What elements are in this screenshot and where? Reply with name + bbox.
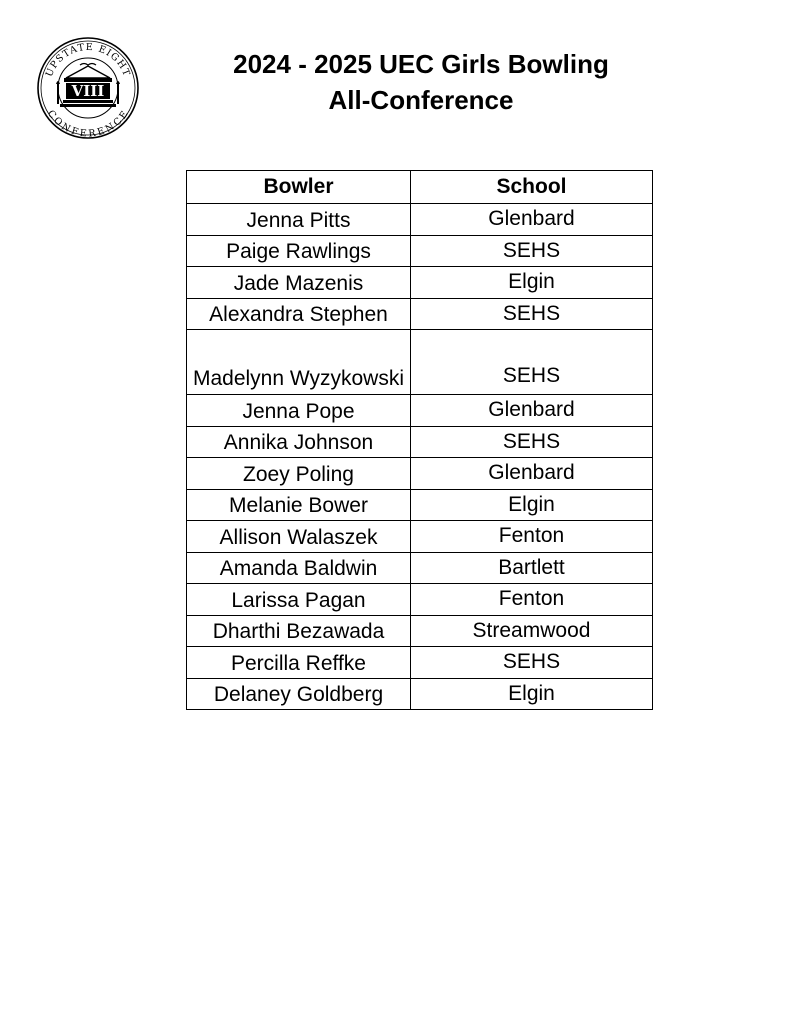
svg-text:VIII: VIII [71, 82, 105, 100]
svg-text:UPSTATE EIGHT: UPSTATE EIGHT [43, 41, 133, 79]
school-name: SEHS [411, 298, 653, 330]
school-name: Streamwood [411, 615, 653, 647]
table-row [187, 458, 653, 490]
school-name: Bartlett [411, 552, 653, 584]
bowler-name: Madelynn Wyzykowski [187, 330, 411, 395]
school-name: Elgin [411, 267, 653, 299]
bowler-name: Allison Walaszek [187, 521, 411, 553]
page-subtitle: All-Conference [328, 85, 514, 115]
table-row [187, 552, 653, 584]
bowler-name: Annika Johnson [187, 426, 411, 458]
column-header-bowler: Bowler [187, 171, 411, 204]
table-row [187, 395, 653, 427]
table-row [187, 426, 653, 458]
table-header-row [187, 171, 653, 204]
bowler-name: Amanda Baldwin [187, 552, 411, 584]
school-name: Fenton [411, 521, 653, 553]
school-name: Glenbard [411, 204, 653, 236]
bowler-name: Larissa Pagan [187, 584, 411, 616]
svg-text:CONFERENCE: CONFERENCE [44, 108, 132, 140]
school-name: SEHS [411, 330, 653, 395]
table-row [187, 678, 653, 710]
bowler-name: Delaney Goldberg [187, 678, 411, 710]
table-row [187, 521, 653, 553]
bowler-name: Melanie Bower [187, 489, 411, 521]
table-row [187, 204, 653, 236]
bowler-name: Jenna Pope [187, 395, 411, 427]
school-name: Glenbard [411, 395, 653, 427]
all-conference-table [186, 170, 653, 710]
school-name: SEHS [411, 235, 653, 267]
table-row [187, 235, 653, 267]
school-name: Glenbard [411, 458, 653, 490]
school-name: SEHS [411, 426, 653, 458]
bowler-name: Percilla Reffke [187, 647, 411, 679]
page-title: 2024 - 2025 UEC Girls Bowling [233, 49, 609, 79]
school-name: SEHS [411, 647, 653, 679]
conference-seal-logo [36, 36, 140, 140]
table-row [187, 489, 653, 521]
table-row [187, 298, 653, 330]
school-name: Elgin [411, 678, 653, 710]
table-row [187, 647, 653, 679]
bowler-name: Zoey Poling [187, 458, 411, 490]
table-row [187, 584, 653, 616]
bowler-name: Dharthi Bezawada [187, 615, 411, 647]
bowler-name: Alexandra Stephen [187, 298, 411, 330]
table-row [187, 330, 653, 395]
table-row [187, 267, 653, 299]
bowler-name: Jenna Pitts [187, 204, 411, 236]
school-name: Fenton [411, 584, 653, 616]
table-row [187, 615, 653, 647]
bowler-name: Jade Mazenis [187, 267, 411, 299]
school-name: Elgin [411, 489, 653, 521]
column-header-school: School [411, 171, 653, 204]
bowler-name: Paige Rawlings [187, 235, 411, 267]
